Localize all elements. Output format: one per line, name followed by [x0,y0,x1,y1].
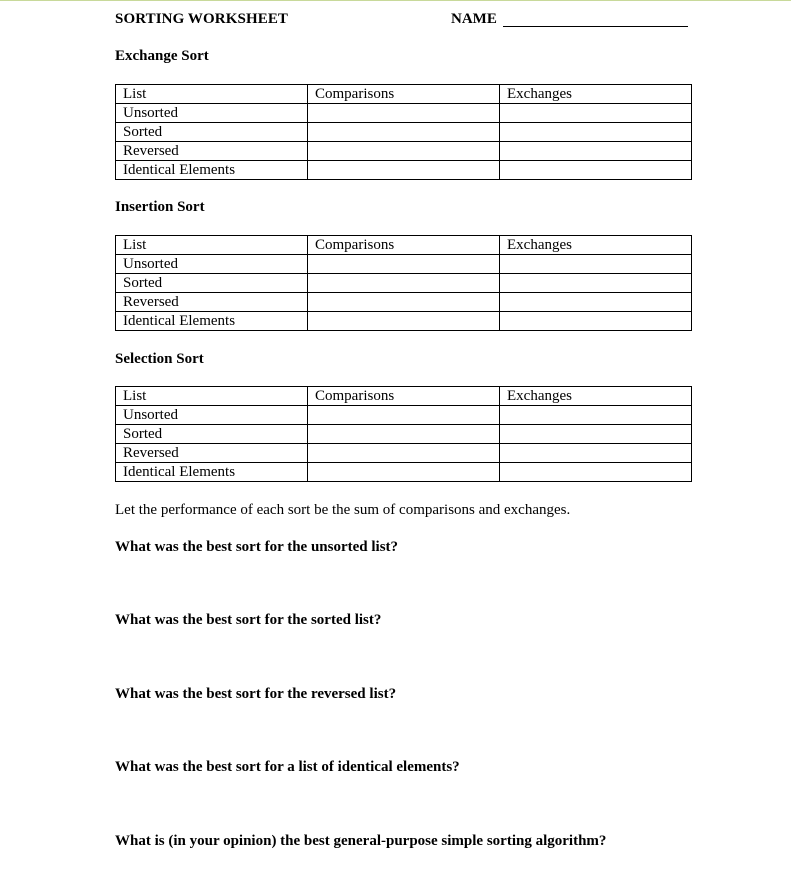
row-label-identical-elements: Identical Elements [116,312,308,331]
table-row [116,293,692,312]
comparisons-cell[interactable] [308,293,500,312]
comparisons-cell[interactable] [308,425,500,444]
table-row [116,444,692,463]
column-header-comparisons: Comparisons [308,85,500,104]
exchanges-cell[interactable] [500,444,692,463]
row-label-unsorted: Unsorted [116,104,308,123]
row-label-sorted: Sorted [116,425,308,444]
row-label-sorted: Sorted [116,274,308,293]
row-label-reversed: Reversed [116,293,308,312]
question-sorted: What was the best sort for the sorted list? [115,612,382,628]
exchanges-cell[interactable] [500,463,692,482]
table-row [116,104,692,123]
name-blank-line[interactable] [503,26,688,27]
exchanges-cell[interactable] [500,406,692,425]
column-header-exchanges: Exchanges [500,236,692,255]
question-identical-elements: What was the best sort for a list of identical elements? [115,759,460,775]
comparisons-cell[interactable] [308,406,500,425]
column-header-list: List [116,236,308,255]
exchanges-cell[interactable] [500,425,692,444]
table-row [116,255,692,274]
table-row [116,123,692,142]
row-label-reversed: Reversed [116,444,308,463]
column-header-exchanges: Exchanges [500,387,692,406]
table-row [116,406,692,425]
question-best-general-purpose: What is (in your opinion) the best general-purpose simple sorting algorithm? [115,833,607,849]
table-header-row [116,387,692,406]
exchanges-cell[interactable] [500,104,692,123]
name-label: NAME [451,11,497,27]
question-unsorted: What was the best sort for the unsorted list? [115,539,399,555]
table-row [116,425,692,444]
exchanges-cell[interactable] [500,312,692,331]
exchange-sort-table [115,84,692,180]
comparisons-cell[interactable] [308,104,500,123]
section-heading-exchange-sort: Exchange Sort [115,48,209,64]
exchanges-cell[interactable] [500,123,692,142]
exchanges-cell[interactable] [500,293,692,312]
comparisons-cell[interactable] [308,142,500,161]
table-row [116,274,692,293]
column-header-comparisons: Comparisons [308,236,500,255]
row-label-sorted: Sorted [116,123,308,142]
table-row [116,312,692,331]
question-reversed: What was the best sort for the reversed list? [115,686,397,702]
row-label-identical-elements: Identical Elements [116,161,308,180]
table-row [116,161,692,180]
top-border-rule [0,0,791,1]
table-row [116,463,692,482]
insertion-sort-table [115,235,692,331]
comparisons-cell[interactable] [308,463,500,482]
row-label-unsorted: Unsorted [116,406,308,425]
column-header-list: List [116,85,308,104]
table-row [116,142,692,161]
comparisons-cell[interactable] [308,312,500,331]
exchanges-cell[interactable] [500,161,692,180]
exchanges-cell[interactable] [500,142,692,161]
comparisons-cell[interactable] [308,123,500,142]
worksheet-title: SORTING WORKSHEET [115,11,289,27]
section-heading-insertion-sort: Insertion Sort [115,199,205,215]
row-label-reversed: Reversed [116,142,308,161]
selection-sort-table [115,386,692,482]
comparisons-cell[interactable] [308,444,500,463]
section-heading-selection-sort: Selection Sort [115,351,204,367]
column-header-comparisons: Comparisons [308,387,500,406]
table-header-row [116,236,692,255]
exchanges-cell[interactable] [500,274,692,293]
comparisons-cell[interactable] [308,274,500,293]
table-header-row [116,85,692,104]
comparisons-cell[interactable] [308,255,500,274]
row-label-unsorted: Unsorted [116,255,308,274]
comparisons-cell[interactable] [308,161,500,180]
column-header-exchanges: Exchanges [500,85,692,104]
performance-note: Let the performance of each sort be the sum of comparisons and exchanges. [115,502,571,518]
column-header-list: List [116,387,308,406]
exchanges-cell[interactable] [500,255,692,274]
row-label-identical-elements: Identical Elements [116,463,308,482]
